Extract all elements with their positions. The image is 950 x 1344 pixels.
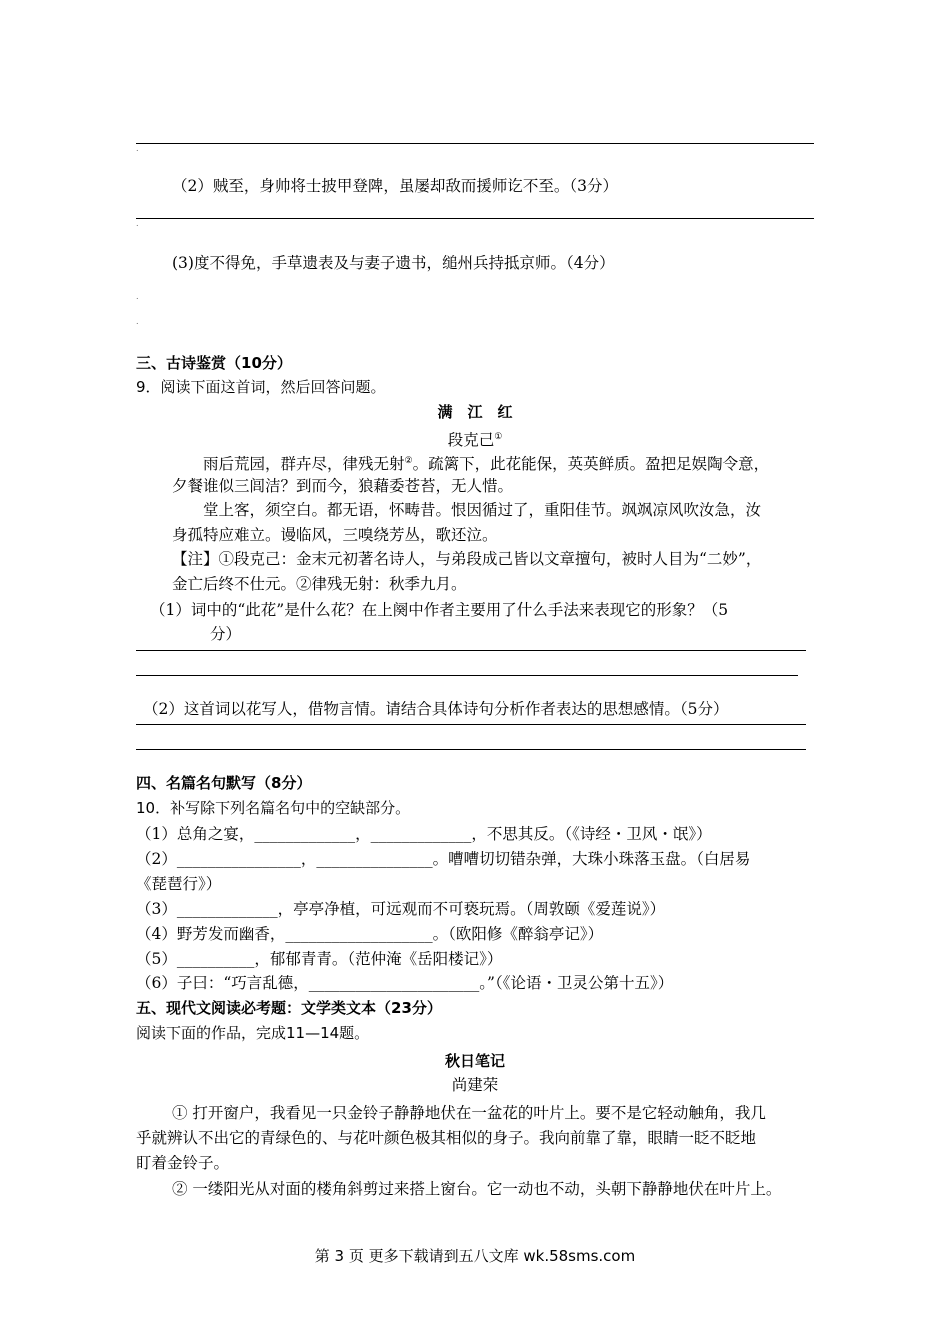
section5-intro: 阅读下面的作品，完成11—14题。 xyxy=(136,1024,370,1042)
stanza-text: 雨后荒园，群卉尽，律残无射 xyxy=(203,455,405,474)
poem-stanza1-line2: 夕餐谁似三闾洁？到而今，狼藉委苍苔，无人惜。 xyxy=(172,477,514,495)
q10-line-6: （6）子曰：“巧言乱德，______________________。”（《论语・卫灵公第十五》） xyxy=(136,974,674,992)
note-mark: ② xyxy=(404,456,413,466)
page-footer: 第 3 页 更多下载请到五八文库 wk.58sms.com xyxy=(314,1247,636,1265)
answer-line xyxy=(136,724,806,725)
paragraph-mark: . xyxy=(136,317,139,326)
q10-line-4: （4）野芳发而幽香，___________________。（欧阳修《醉翁亭记》） xyxy=(136,925,604,943)
article-title: 秋日笔记 xyxy=(444,1052,505,1070)
section4-heading: 四、名篇名句默写（8分） xyxy=(136,774,312,792)
section5-heading: 五、现代文阅读必考题：文学类文本（23分） xyxy=(136,999,442,1017)
answer-line xyxy=(136,675,798,676)
note-mark: ① xyxy=(494,432,503,442)
answer-line xyxy=(136,749,806,750)
article-author: 尚建荣 xyxy=(451,1076,499,1094)
q10-line-2a: （2）________________，_______________。嘈嘈切切错杂弹，大珠小珠落玉盘。（白居易 xyxy=(136,850,751,868)
section3-heading: 三、古诗鉴赏（10分） xyxy=(136,354,292,372)
poem-note-line1: 【注】①段克己：金末元初著名诗人，与弟段成己皆以文章擅句，被时人目为“二妙”， xyxy=(172,550,762,568)
stanza-text: 。疏篱下，此花能保，英英鲜质。盈把足娱陶令意， xyxy=(412,455,770,474)
q9-intro: 9．阅读下面这首词，然后回答问题。 xyxy=(136,378,386,396)
paragraph-mark: . xyxy=(136,292,139,301)
answer-line xyxy=(136,143,814,144)
q9-sub2: （2）这首词以花写人，借物言情。请结合具体诗句分析作者表达的思想感情。（5分） xyxy=(143,700,729,718)
article-p1-line2: 乎就辨认不出它的青绿色的、与花叶颜色极其相似的身子。我向前靠了靠，眼睛一眨不眨地 xyxy=(136,1129,757,1147)
q8-item-3: (3)度不得免，手草遗表及与妻子遗书，缒州兵持抵京师。（4分） xyxy=(172,254,615,272)
q10-line-2b: 《琵琶行》） xyxy=(136,875,222,893)
poem-title: 满 江 红 xyxy=(437,403,513,421)
q9-sub1-line2: 分） xyxy=(210,625,242,643)
paragraph-mark: . xyxy=(136,144,139,153)
q8-item-2: （2）贼至，身帅将士披甲登陴，虽屡却敌而援师讫不至。（3分） xyxy=(172,177,618,195)
article-p1-line3: 盯着金铃子。 xyxy=(136,1154,230,1172)
poem-stanza1-line1 xyxy=(203,449,769,476)
answer-line xyxy=(136,650,806,651)
article-p2-line1: ② 一缕阳光从对面的楼角斜剪过来搭上窗台。它一动也不动，头朝下静静地伏在叶片上。 xyxy=(172,1180,782,1198)
paragraph-mark: . xyxy=(136,219,139,228)
poem-stanza2-line2: 身孤特应难立。谩临风，三嗅绕芳丛，歌还泣。 xyxy=(172,526,498,544)
q10-intro: 10．补写除下列名篇名句中的空缺部分。 xyxy=(136,799,411,817)
poem-stanza2-line1: 堂上客，须空白。都无语，怀畴昔。恨因循过了，重阳佳节。飒飒凉风吹汝急，汝 xyxy=(203,501,762,519)
poem-author: 段克己 xyxy=(447,431,495,450)
q9-sub1-line1: （1）词中的“此花”是什么花？在上阕中作者主要用了什么手法来表现它的形象？（5 xyxy=(150,601,729,619)
q10-line-1: （1）总角之宴，_____________，_____________，不思其反。（《诗经・卫风・氓》） xyxy=(136,825,712,843)
q10-line-3: （3）_____________，亭亭净植，可远观而不可亵玩焉。（周敦颐《爱莲说》） xyxy=(136,900,666,918)
q10-line-5: （5）__________，郁郁青青。（范仲淹《岳阳楼记》） xyxy=(136,950,503,968)
poem-note-line2: 金亡后终不仕元。②律残无射：秋季九月。 xyxy=(172,575,467,593)
article-p1-line1: ① 打开窗户，我看见一只金铃子静静地伏在一盆花的叶片上。要不是它轻动触角，我几 xyxy=(172,1104,766,1122)
answer-line xyxy=(136,218,814,219)
